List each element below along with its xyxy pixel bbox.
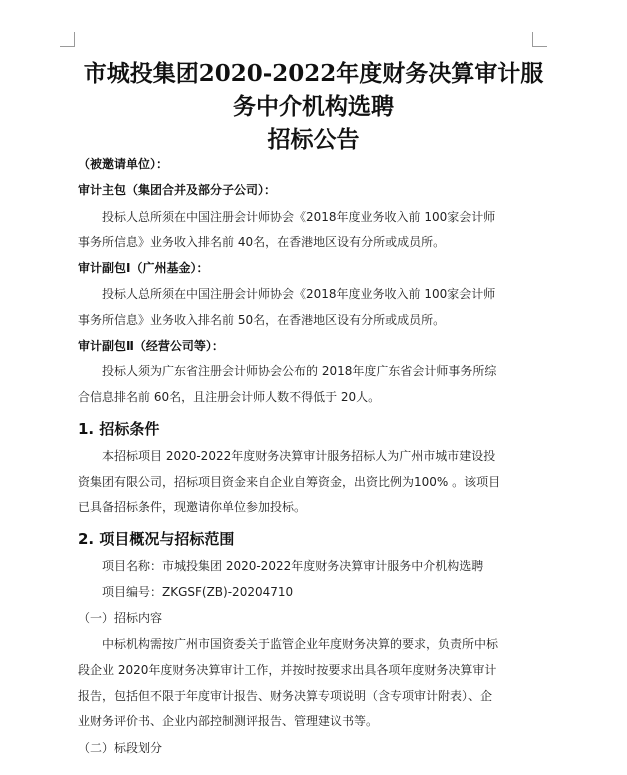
sub-package-1-text-line-2: 事务所信息》业务收入排名前 50名，在香港地区设有分所或成员所。 bbox=[78, 313, 446, 327]
section-2-heading: 2. 项目概况与招标范围 bbox=[78, 530, 235, 548]
invited-unit-label: （被邀请单位）： bbox=[78, 157, 169, 171]
content-text-line-1: 中标机构需按广州市国资委关于监管企业年度财务决算的要求，负责所中标 bbox=[102, 637, 499, 651]
section-1-heading: 1. 招标条件 bbox=[78, 420, 160, 438]
document-title-line-1: 市城投集团2020-2022年度财务决算审计服 bbox=[83, 60, 544, 87]
main-package-text-line-1: 投标人总所须在中国注册会计师协会《2018年度业务收入前 100家会计师 bbox=[102, 210, 496, 224]
main-package-text-line-2: 事务所信息》业务收入排名前 40名，在香港地区设有分所或成员所。 bbox=[78, 235, 446, 249]
document-title-line-3: 招标公告 bbox=[267, 126, 360, 153]
project-number: 项目编号：ZKGSF(ZB)-20204710 bbox=[102, 585, 294, 599]
content-text-line-3: 报告，包括但不限于年度审计报告、财务决算专项说明（含专项审计附表）、企 bbox=[78, 689, 493, 703]
document-title-line-2: 务中介机构选聘 bbox=[233, 93, 394, 120]
subsection-2-heading: （二）标段划分 bbox=[78, 741, 163, 755]
content-text-line-4: 业财务评价书、企业内部控制测评报告、管理建议书等。 bbox=[78, 714, 379, 728]
subsection-1-heading: （一）招标内容 bbox=[78, 611, 163, 625]
sub-package-1-text-line-1: 投标人总所须在中国注册会计师协会《2018年度业务收入前 100家会计师 bbox=[102, 287, 496, 301]
crop-mark-top-left bbox=[60, 32, 75, 47]
section-1-text-line-3: 已具备招标条件，现邀请你单位参加投标。 bbox=[78, 500, 307, 514]
section-1-text-line-1: 本招标项目 2020-2022年度财务决算审计服务招标人为广州市城市建设投 bbox=[102, 449, 496, 463]
sub-package-2-label: 审计副包Ⅱ（经营公司等）： bbox=[78, 339, 224, 353]
sub-package-2-text-line-2: 合信息排名前 60名，且注册会计师人数不得低于 20人。 bbox=[78, 390, 381, 404]
content-text-line-2: 段企业 2020年度财务决算审计工作，并按时按要求出具各项年度财务决算审计 bbox=[78, 663, 497, 677]
project-name: 项目名称：市城投集团 2020-2022年度财务决算审计服务中介机构选聘 bbox=[102, 559, 484, 573]
sub-package-1-label: 审计副包Ⅰ（广州基金）： bbox=[78, 261, 209, 275]
sub-package-2-text-line-1: 投标人须为广东省注册会计师协会公布的 2018年度广东省会计师事务所综 bbox=[102, 364, 497, 378]
crop-mark-top-right bbox=[532, 32, 547, 47]
section-1-text-line-2: 资集团有限公司，招标项目资金来自企业自筹资金，出资比例为100% 。该项目 bbox=[78, 475, 501, 489]
main-package-label: 审计主包（集团合并及部分子公司）： bbox=[78, 183, 277, 197]
